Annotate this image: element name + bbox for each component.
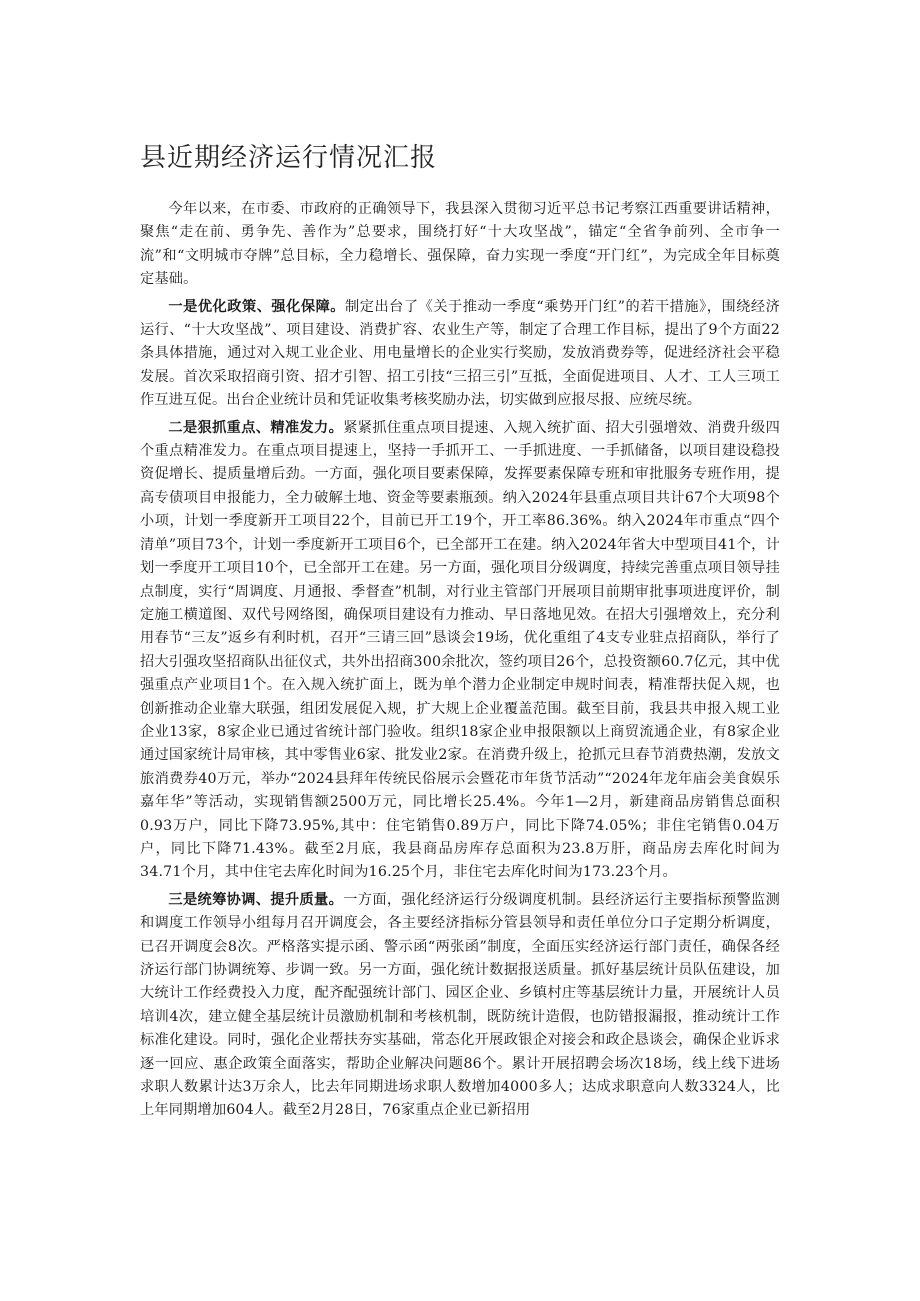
section-paragraph-2 <box>140 417 780 885</box>
section-lead-1: 一是优化政策、强化保障。 <box>168 298 346 315</box>
section-lead-2: 二是狠抓重点、精准发力。 <box>168 419 344 436</box>
section-body-3: 一方面，强化经济运行分级调度机制。县经济运行主要指标预警监测和调度工作领导小组每月召开调度会，各主要经济指标分管县领导和责任单位分口子定期分析调度，已召开调度会8次。严格落实提示函、警示函“两张函”制度，全面压实经济运行部门责任，确保各经济运行部门协调统筹、步调一致。另一方面，强化统计数据报送质量。抓好基层统计员队伍建设，加大统计工作经费投入力度，配齐配强统计部门、园区企业、乡镇村庄等基层统计力量，开展统计人员培训4次，建立健全基层统计员激励机制和考核机制，既防统计造假，也防错报漏报，推动统计工作标准化建设。同时，强化企业帮扶夯实基础，常态化开展政银企对接会和政企恳谈会，确保企业诉求逐一回应、惠企政策全面落实，帮助企业解决问题86个。累计开展招聘会场次18场，线上线下进场求职人数累计达3万余人，比去年同期进场求职人数增加4000多人；达成求职意向人数3324人，比上年同期增加604人。截至2月28日，76家重点企业已新招用 <box>140 891 780 1119</box>
document-page <box>140 138 780 1127</box>
section-paragraph-1 <box>140 296 780 413</box>
section-paragraph-3 <box>140 889 780 1123</box>
section-body-2: 紧紧抓住重点项目提速、入规入统扩面、招大引强增效、消费升级四个重点精准发力。在重点项目提速上，坚持一手抓开工、一手抓进度、一手抓储备，以项目建设稳投资促增长、提质量增后劲。一方面，强化项目要素保障，发挥要素保障专班和审批服务专班作用，提高专债项目申报能力，全力破解土地、资金等要素瓶颈。纳入2024年县重点项目共计67个大项98个小项，计划一季度新开工项目22个，目前已开工19个，开工率86.36%。纳入2024年市重点“四个清单”项目73个，计划一季度新开工项目6个，已全部开工在建。纳入2024年省大中型项目41个，计划一季度开工项目10个，已全部开工在建。另一方面，强化项目分级调度，持续完善重点项目领导挂点制度，实行“周调度、月通报、季督查”机制，对行业主管部门开展项目前期审批事项进度评价，制定施工横道图、双代号网络图，确保项目建设有力推动、早日落地见效。在招大引强增效上，充分利用春节“三友”返乡有利时机，召开“三请三回”恳谈会19场，优化重组了4支专业驻点招商队，举行了招大引强攻坚招商队出征仪式，共外出招商300余批次，签约项目26个，总投资额60.7亿元，其中优强重点产业项目1个。在入规入统扩面上，既为单个潜力企业制定申规时间表，精准帮扶促入规，也创新推动企业靠大联强，组团发展促入规，扩大规上企业覆盖范围。截至目前，我县共申报入规工业企业13家，8家企业已通过省统计部门验收。组织18家企业申报限额以上商贸流通企业，有8家企业通过国家统计局审核，其中零售业6家、批发业2家。在消费升级上，抢抓元旦春节消费热潮，发放文旅消费券40万元，举办“2024县拜年传统民俗展示会暨花市年货节活动”“2024年龙年庙会美食娱乐嘉年华”等活动，实现销售额2500万元，同比增长25.4%。今年1—2月，新建商品房销售总面积0.93万户，同比下降73.95%,其中：住宅销售0.89万户，同比下降74.05%；非住宅销售0.04万户，同比下降71.43%。截至2月底，我县商品房库存总面积为23.8万肝，商品房去库化时间为34.71个月，其中住宅去库化时间为16.25个月，非住宅去库化时间为173.23个月。 <box>140 419 780 881</box>
section-lead-3: 三是统筹协调、提升质量。 <box>168 891 344 908</box>
intro-paragraph: 今年以来，在市委、市政府的正确领导下，我县深入贯彻习近平总书记考察江西重要讲话精神，聚焦“走在前、勇争先、善作为”总要求，围绕打好“十大攻坚战”，锚定“全省争前列、全市争一流”和“文明城市夺牌”总目标，全力稳增长、强保障，奋力实现一季度“开门红”，为完成全年目标奠定基础。 <box>140 201 780 288</box>
section-body-1: 制定出台了《关于推动一季度“乘势开门红”的若干措施》，围绕经济运行、“十大攻坚战”、项目建设、消费扩容、农业生产等，制定了合理工作目标，提出了9个方面22条具体措施，通过对入规工业企业、用电量增长的企业实行奖励，发放消费券等，促进经济社会平稳发展。首次采取招商引资、招才引智、招工引技“三招三引”互抵，全面促进项目、人才、工人三项工作互进互促。出台企业统计员和凭证收集考核奖励办法，切实做到应报尽报、应统尽统。 <box>140 298 780 409</box>
document-title: 县近期经济运行情况汇报 <box>140 143 438 173</box>
